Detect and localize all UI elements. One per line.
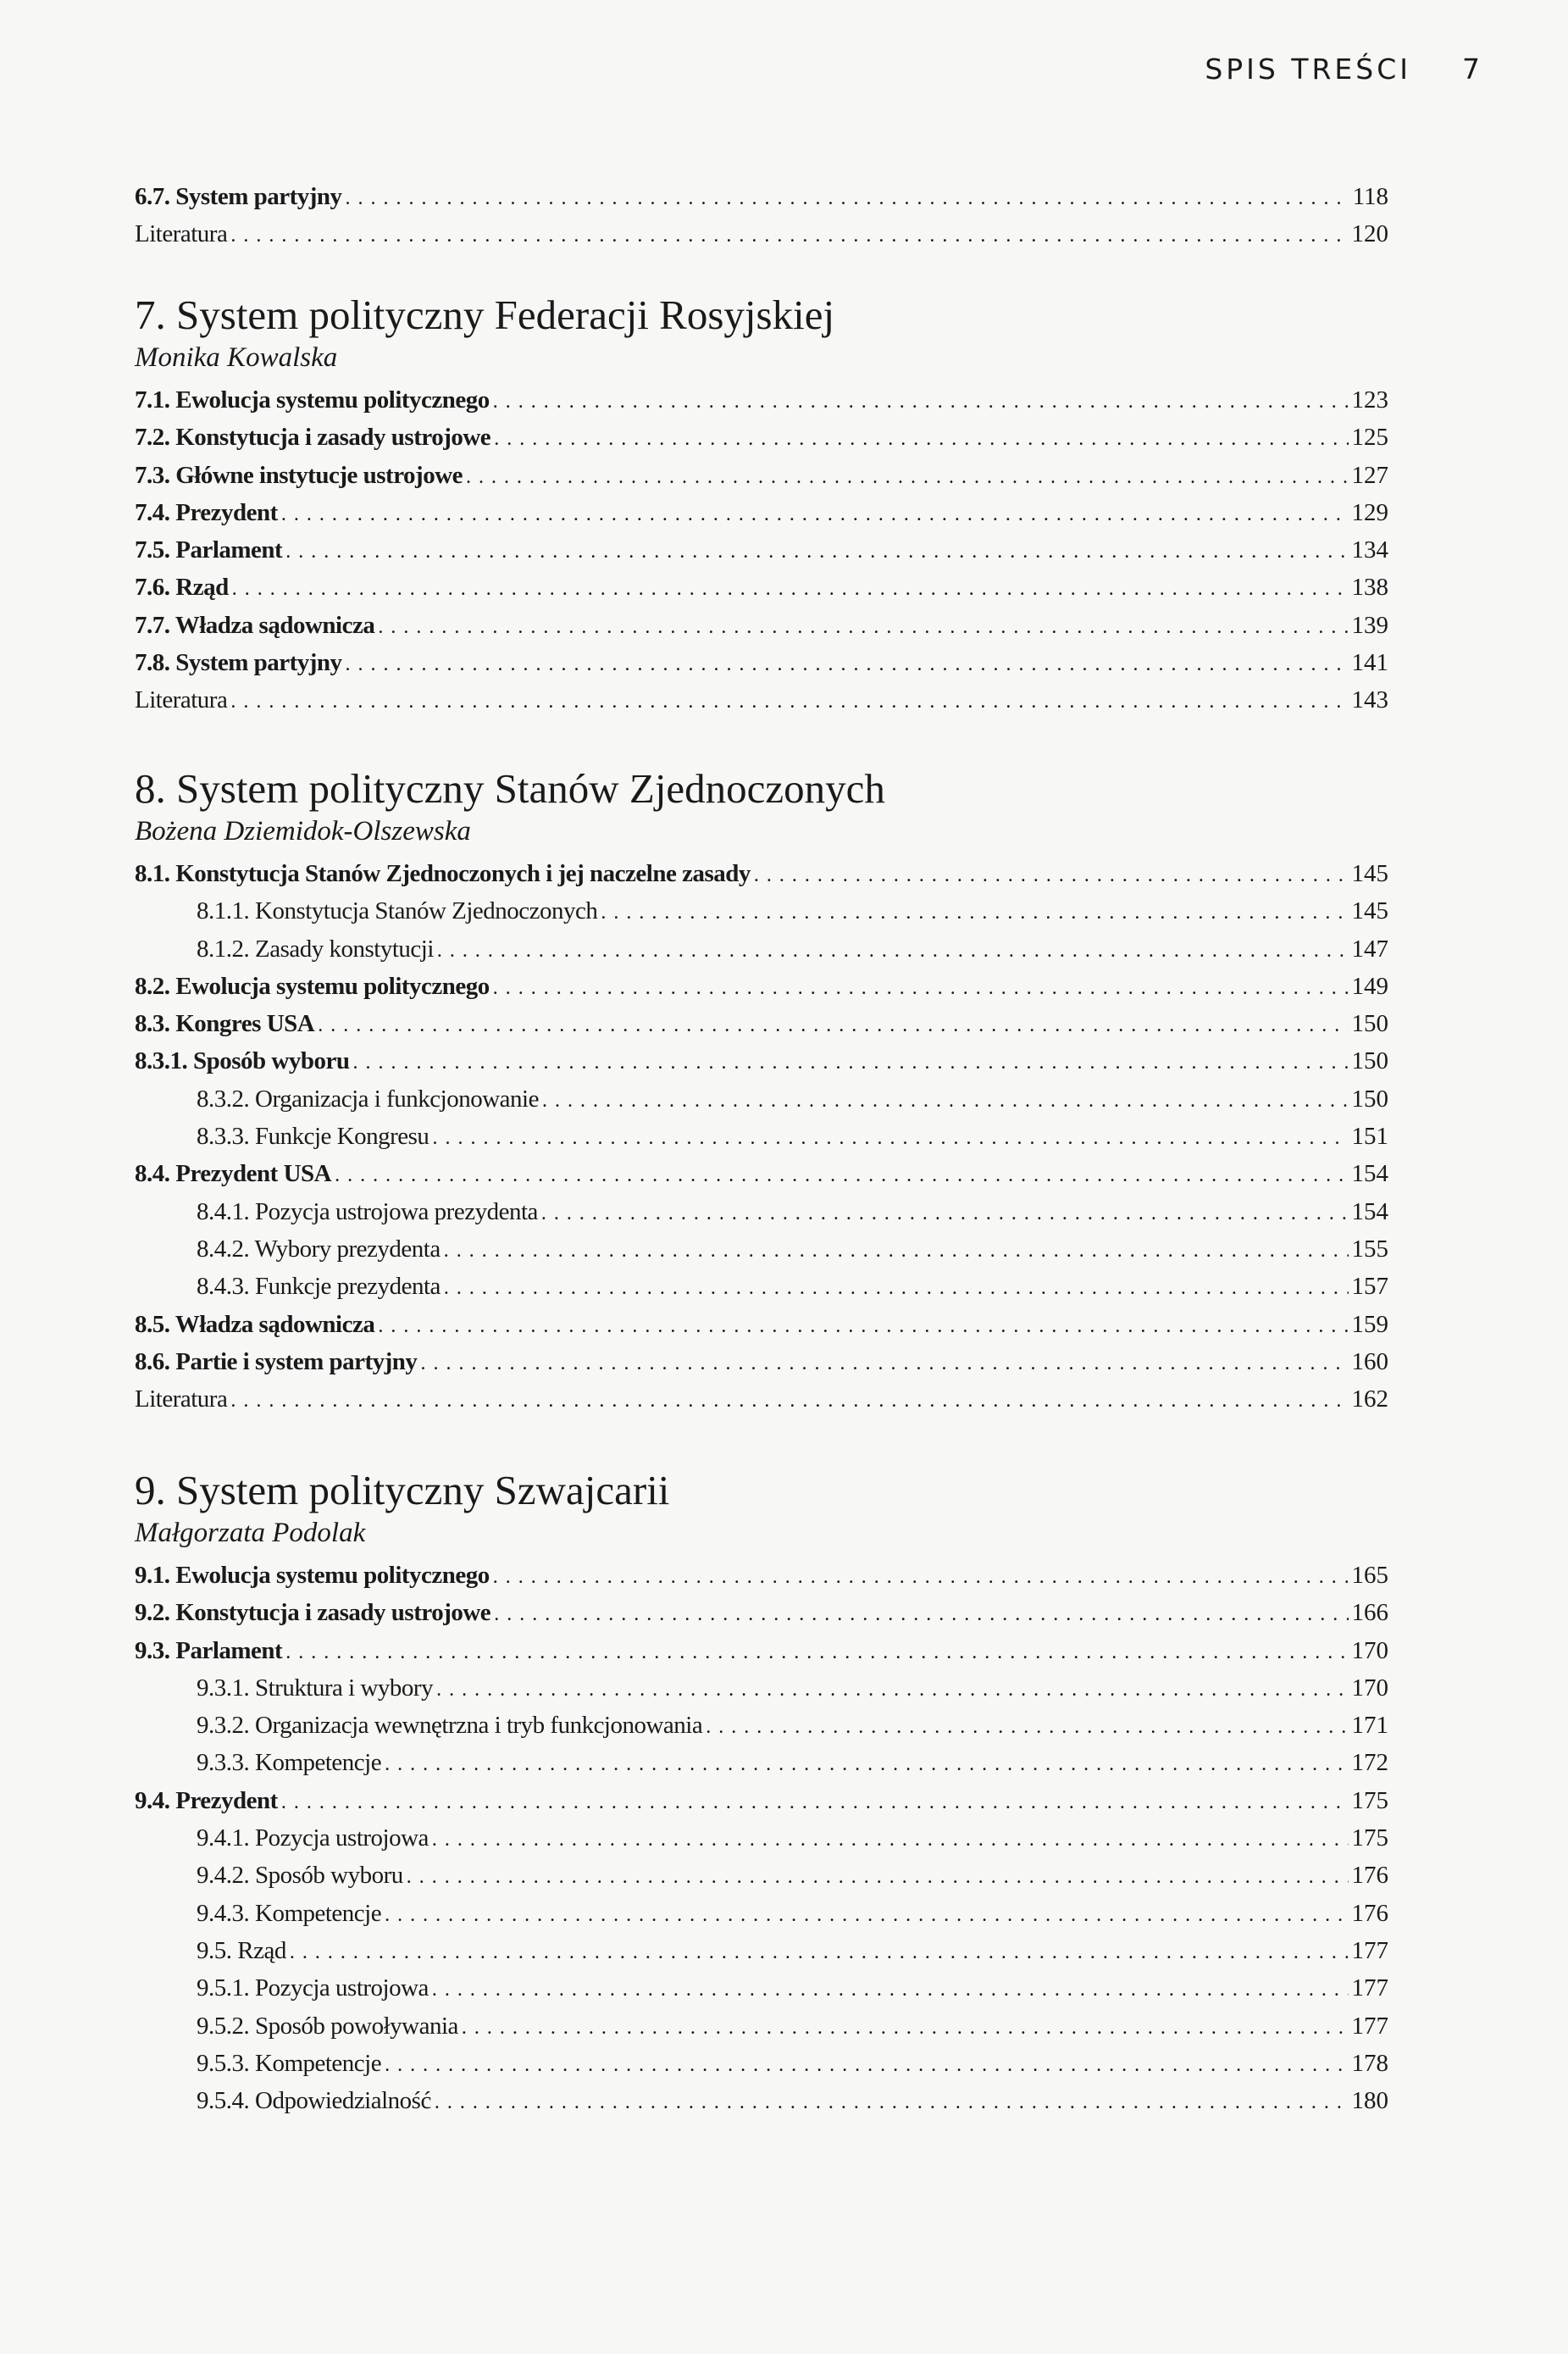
dot-leader [436,1671,1348,1708]
toc-entry[interactable] [135,1895,1388,1932]
toc-entry[interactable] [135,1306,1388,1343]
dot-leader [541,1195,1349,1232]
page-number: 7 [1462,53,1483,86]
toc-entry-title [197,1118,429,1155]
toc-entry-page: 176 [1351,1899,1388,1927]
dot-leader [444,1232,1349,1269]
toc-entry[interactable] [135,1932,1388,1969]
dot-leader [335,1157,1348,1194]
toc-entry-page: 170 [1351,1674,1388,1702]
toc-entry-number: 8.4.3. [197,1273,250,1301]
toc-entry[interactable] [135,892,1388,930]
dot-leader [435,2084,1349,2121]
toc-entry-number: 8.3.1. [135,1047,188,1075]
toc-entry-label: Pozycja ustrojowa [255,1824,429,1852]
toc-entry-number: 7.2. [135,424,170,452]
toc-entry-title [135,681,227,719]
toc-entry-number: 8.3.3. [197,1123,250,1151]
toc-entry[interactable] [135,644,1388,681]
toc-entry-page: 143 [1351,686,1388,714]
toc-entry[interactable] [135,2007,1388,2045]
toc-entry-page: 127 [1351,461,1388,489]
toc-entry-page: 154 [1351,1160,1388,1188]
running-header-title: SPIS TREŚCI [1205,53,1411,86]
toc-entry[interactable] [135,178,1388,215]
toc-entry[interactable] [135,2082,1388,2119]
toc-entry-page: 170 [1351,1636,1388,1664]
toc-entry-label: Parlament [175,1636,283,1664]
dot-leader [385,1746,1348,1783]
toc-entry-title [135,1557,490,1594]
toc-entry-label: Wybory prezydenta [254,1235,440,1263]
toc-entry-number: 8.1. [135,860,170,887]
toc-entry-label: Ewolucja systemu politycznego [175,1562,490,1589]
toc-entry-label: Zasady konstytucji [255,935,434,963]
toc-entry-label: Konstytucja Stanów Zjednoczonych [255,897,598,925]
toc-entry-page: 157 [1351,1273,1388,1301]
chapter-9 [135,1467,1388,2119]
toc-entry-title [135,494,278,531]
toc-entry-number: 6.7. [135,183,170,210]
toc-entry-label: Prezydent [175,1786,278,1814]
toc-entry-number: 9.3. [135,1636,170,1664]
toc-entry-number: 8.4.1. [197,1197,250,1225]
toc-entry-title [197,1669,433,1707]
dot-leader [754,857,1349,894]
toc-entry-title [135,855,751,892]
toc-entry-number: 7.6. [135,574,170,602]
dot-leader [542,1082,1349,1119]
toc-entry-page: 150 [1351,1047,1388,1075]
toc-entry-page: 155 [1351,1235,1388,1263]
toc-entry[interactable] [135,1080,1388,1118]
toc-entry-title [135,607,374,644]
toc-entry-title [135,1155,331,1192]
toc-entry-number: 8.4.2. [197,1235,250,1263]
toc-entry-title [197,2045,381,2082]
toc-entry-number: 8.2. [135,972,170,1000]
toc-entry-page: 159 [1351,1310,1388,1338]
toc-entry[interactable] [135,419,1388,456]
toc-entry-label: Literatura [135,1385,228,1413]
toc-entry-number: 9.4.3. [197,1899,250,1927]
toc-entry-label: System partyjny [175,183,342,210]
toc-entry-page: 166 [1351,1599,1388,1627]
toc-entry-title [135,1632,282,1669]
toc-entry-label: Władza sądownicza [175,1310,375,1338]
chapter-title[interactable]: 8. System polityczny Stanów Zjednoczonych [135,765,885,812]
toc-entry-title [197,1080,539,1118]
toc-entry-label: Sposób wyboru [255,1862,403,1890]
toc-entry-page: 138 [1351,574,1388,602]
toc-entry-page: 147 [1351,935,1388,963]
toc-entry-label: Pozycja ustrojowa prezydenta [255,1197,538,1225]
dot-leader [285,533,1348,570]
dot-leader [420,1345,1348,1382]
toc-entry-title [135,419,490,456]
toc-entry-page: 177 [1351,1974,1388,2002]
toc-entry-label: Literatura [135,220,228,248]
toc-entry-number: 9.5.3. [197,2049,250,2077]
toc-entry-page: 129 [1351,498,1388,526]
dot-leader [232,570,1349,608]
toc-entry-number: 8.1.2. [197,935,250,963]
dot-leader [494,420,1348,458]
dot-leader [346,646,1349,683]
toc-entry-label: Władza sądownicza [175,611,375,639]
toc-entry-label: Rząd [237,1936,286,1964]
toc-entry[interactable] [135,1005,1388,1042]
toc-entry-number: 9.5.2. [197,2012,250,2040]
toc-entry[interactable] [135,215,1388,253]
toc-entry[interactable] [135,1155,1388,1192]
toc-entry-page: 180 [1351,2087,1388,2115]
toc-entry-number: 9.2. [135,1599,170,1627]
dot-leader [437,932,1349,969]
toc-entry[interactable] [135,1707,1388,1744]
toc-entry[interactable] [135,1969,1388,2007]
toc-entry-label: Kongres USA [175,1010,315,1038]
toc-entry-title [197,1744,381,1781]
toc-entry-title [197,2082,431,2119]
toc-entry[interactable] [135,1557,1388,1594]
toc-entry-page: 160 [1351,1347,1388,1375]
dot-leader [601,894,1348,931]
toc-entry-title [197,1707,702,1744]
toc-entry-title [135,531,282,569]
toc-entry-page: 162 [1351,1385,1388,1413]
dot-leader [432,1821,1349,1858]
toc-continued-items [135,178,1388,253]
dot-leader [444,1269,1349,1307]
dot-leader [493,1558,1349,1596]
toc-entry-page: 176 [1351,1862,1388,1890]
dot-leader [378,1307,1348,1345]
toc-entry-title [197,892,597,930]
toc-entry-label: Organizacja i funkcjonowanie [255,1085,539,1113]
toc-entry-page: 175 [1351,1824,1388,1852]
toc-entry-title [197,2007,458,2045]
toc-entry-title [135,1380,227,1418]
toc-entry-label: Prezydent [175,498,278,526]
toc-entry[interactable] [135,2045,1388,2082]
toc-entry-label: Rząd [175,574,229,602]
toc-entry-title [197,1819,429,1857]
running-header [1205,53,1483,86]
chapter-8 [135,765,1388,1418]
toc-entry-number: 9.5.4. [197,2087,250,2115]
toc-entry-title [135,644,342,681]
toc-entry-page: 120 [1351,220,1388,248]
toc-entry-page: 150 [1351,1085,1388,1113]
toc-entry-number: 7.8. [135,649,170,677]
toc-entry[interactable] [135,1193,1388,1230]
dot-leader [493,383,1349,420]
dot-leader [493,969,1349,1007]
toc-entry[interactable] [135,1594,1388,1631]
toc-entry-title [197,1857,403,1894]
toc-entry[interactable] [135,1343,1388,1380]
toc-entry-title [135,215,227,253]
toc-entry-number: 9.3.3. [197,1749,250,1777]
toc-entry-label: Konstytucja i zasady ustrojowe [175,1599,491,1627]
toc-entry[interactable] [135,968,1388,1005]
toc-entry-label: Odpowiedzialność [255,2087,431,2115]
toc-entry-page: 151 [1351,1123,1388,1151]
toc-entry-number: 9.4.2. [197,1862,250,1890]
toc-entry-label: Literatura [135,686,228,714]
toc-entry-page: 177 [1351,2012,1388,2040]
toc-entry-page: 149 [1351,972,1388,1000]
toc-entry[interactable] [135,1042,1388,1080]
toc-entry-number: 9.5. [197,1936,232,1964]
toc-entry-number: 8.5. [135,1310,170,1338]
toc-entry-number: 9.5.1. [197,1974,250,2002]
toc-entry-label: Sposób powoływania [255,2012,458,2040]
toc-entry-page: 178 [1351,2049,1388,2077]
toc-entry-label: Funkcje prezydenta [255,1273,440,1301]
toc-entry-page: 125 [1351,424,1388,452]
toc-entry[interactable] [135,569,1388,606]
toc-entry[interactable] [135,457,1388,494]
toc-entry-number: 7.3. [135,461,170,489]
dot-leader [432,1119,1348,1157]
toc-entry-number: 8.4. [135,1160,170,1188]
toc-entry[interactable] [135,930,1388,968]
chapter-title[interactable]: 9. System polityczny Szwajcarii [135,1467,670,1513]
toc-entry-page: 118 [1352,183,1388,210]
toc-entry-label: Ewolucja systemu politycznego [175,972,490,1000]
toc-entry[interactable] [135,1268,1388,1305]
toc-entry-label: Sposób wyboru [193,1047,350,1075]
dot-leader [230,1382,1348,1419]
chapter-7 [135,291,1388,719]
toc-entry-title [197,930,434,968]
toc-entry[interactable] [135,1669,1388,1707]
toc-entry-title [197,1230,440,1268]
toc-entry-page: 145 [1351,897,1388,925]
toc-entry-title [135,1594,490,1631]
toc-entry-title [135,1343,417,1380]
dot-leader [285,1634,1348,1671]
toc-entry-title [197,1932,286,1969]
toc-entry-number: 8.6. [135,1347,170,1375]
toc-entry-page: 150 [1351,1010,1388,1038]
dot-leader [385,1896,1348,1934]
toc-entry-page: 145 [1351,860,1388,887]
toc-entry-number: 8.3.2. [197,1085,250,1113]
toc-entry[interactable] [135,1632,1388,1669]
dot-leader [462,2009,1349,2046]
toc-entry-page: 175 [1351,1786,1388,1814]
toc-entry-title [135,1005,314,1042]
toc-entry-label: Kompetencje [255,1749,382,1777]
toc-entry-title [197,1268,440,1305]
toc-entry-number: 9.3.1. [197,1674,250,1702]
toc-entry-label: Funkcje Kongresu [255,1123,429,1151]
toc-entry-page: 139 [1351,611,1388,639]
toc-entry-number: 9.3.2. [197,1712,250,1740]
toc-entry-number: 9.4. [135,1786,170,1814]
toc-entry-label: Ewolucja systemu politycznego [175,386,490,414]
dot-leader [230,683,1348,720]
toc-entry[interactable] [135,855,1388,892]
toc-entry-label: Konstytucja i zasady ustrojowe [175,424,491,452]
toc-entry[interactable] [135,1857,1388,1894]
toc-entry[interactable] [135,1819,1388,1857]
toc-entry-number: 7.1. [135,386,170,414]
toc-entry-number: 7.7. [135,611,170,639]
dot-leader [378,608,1348,646]
dot-leader [346,180,1349,217]
dot-leader [494,1596,1348,1633]
toc-entry[interactable] [135,1118,1388,1155]
toc-entry-title [135,968,490,1005]
dot-leader [432,1971,1349,2008]
toc-entry-page: 165 [1351,1562,1388,1589]
dot-leader [385,2046,1348,2084]
toc-entry-page: 134 [1351,536,1388,564]
toc-entry[interactable] [135,531,1388,569]
chapter-title[interactable]: 7. System polityczny Federacji Rosyjskiej [135,291,835,338]
toc-entry-title [197,1895,381,1932]
chapter-author: Monika Kowalska [135,342,338,373]
chapter-author: Małgorzata Podolak [135,1518,366,1548]
dot-leader [318,1007,1348,1044]
toc-entry-label: Struktura i wybory [255,1674,434,1702]
toc-entry-title [135,1782,278,1819]
toc-entry-page: 141 [1351,649,1388,677]
toc-entry-title [135,1306,374,1343]
toc-entry-title [135,457,463,494]
toc-entry-number: 7.4. [135,498,170,526]
toc-entry-title [197,1193,538,1230]
toc-entry-page: 123 [1351,386,1388,414]
toc-entry-label: Organizacja wewnętrzna i tryb funkcjonowania [255,1712,703,1740]
toc-entry-label: System partyjny [175,649,342,677]
toc-entry-label: Kompetencje [255,1899,382,1927]
toc-entry[interactable] [135,1230,1388,1268]
chapter-author: Bożena Dziemidok-Olszewska [135,816,471,847]
dot-leader [281,496,1349,533]
toc-entry-title [135,1042,350,1080]
toc-entry-number: 9.1. [135,1562,170,1589]
toc-entry-number: 7.5. [135,536,170,564]
toc-entry-number: 8.1.1. [197,897,250,925]
dot-leader [230,217,1348,254]
toc-entry-label: Parlament [175,536,283,564]
toc-entry-label: Partie i system partyjny [175,1347,418,1375]
toc-entry[interactable] [135,681,1388,719]
toc-entry-page: 172 [1351,1749,1388,1777]
dot-leader [706,1708,1348,1746]
toc-entry[interactable] [135,1782,1388,1819]
dot-leader [281,1784,1349,1821]
toc-entry-number: 8.3. [135,1010,170,1038]
toc-entry-number: 9.4.1. [197,1824,250,1852]
toc-entry[interactable] [135,607,1388,644]
toc-entry-label: Kompetencje [255,2049,382,2077]
dot-leader [290,1934,1349,1971]
toc-entry-page: 171 [1351,1712,1388,1740]
dot-leader [407,1858,1349,1896]
toc-entry-label: Pozycja ustrojowa [255,1974,429,2002]
toc-entry-page: 177 [1351,1936,1388,1964]
toc-entry[interactable] [135,494,1388,531]
toc-entry-page: 154 [1351,1197,1388,1225]
toc-entry-label: Konstytucja Stanów Zjednoczonych i jej naczelne zasady [175,860,751,887]
toc-entry-title [197,1969,429,2007]
toc-entry-title [135,178,342,215]
dot-leader [353,1044,1349,1081]
toc-entry-label: Prezydent USA [175,1160,332,1188]
toc-entry-title [135,381,490,419]
toc-entry[interactable] [135,1380,1388,1418]
toc-entry[interactable] [135,381,1388,419]
dot-leader [466,458,1348,496]
toc-entry-title [135,569,229,606]
toc-entry-label: Główne instytucje ustrojowe [175,461,463,489]
toc-entry[interactable] [135,1744,1388,1781]
